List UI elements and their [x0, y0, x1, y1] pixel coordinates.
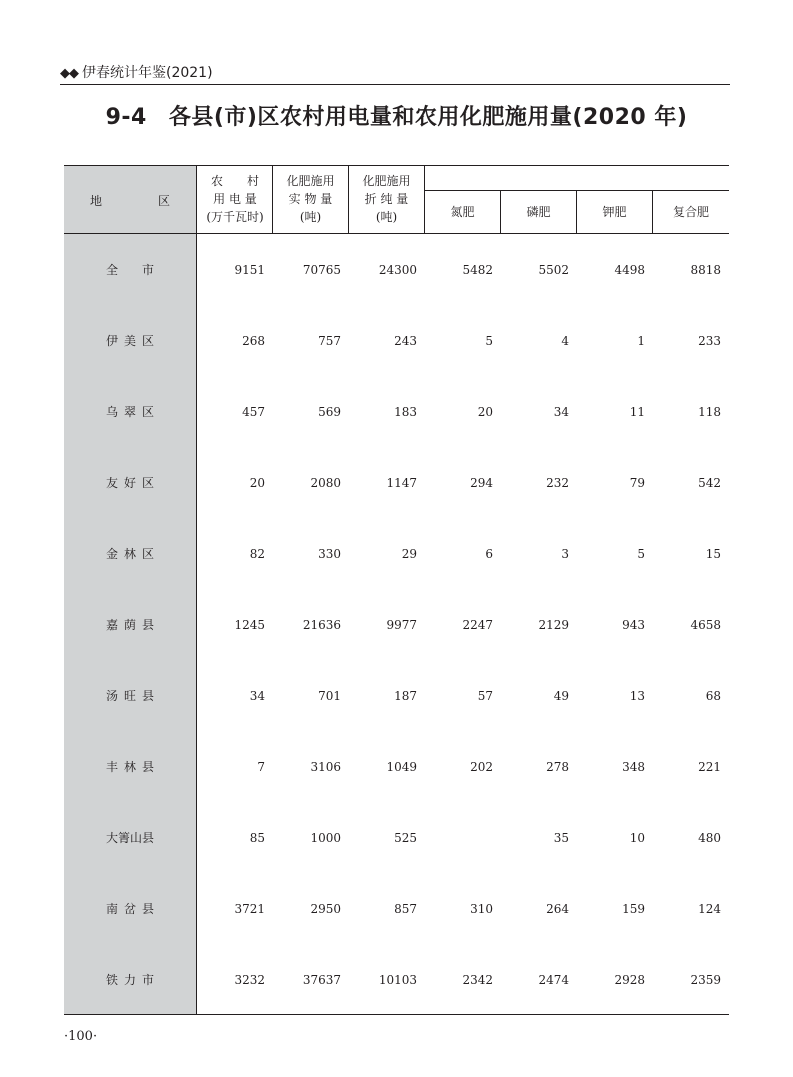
- cell-fert-physical: 70765: [302, 263, 341, 277]
- header-fert-physical: [273, 172, 348, 226]
- running-header: [60, 64, 730, 85]
- cell-fert-physical: 3106: [310, 760, 341, 774]
- cell-fert-physical: 701: [318, 689, 341, 703]
- table-row: [64, 972, 729, 988]
- header-nitrogen: 氮肥: [450, 205, 475, 219]
- cell-fert-physical: 2080: [310, 476, 341, 490]
- cell-nitrogen: 2342: [462, 973, 493, 987]
- cell-nitrogen: 202: [470, 760, 493, 774]
- cell-nitrogen: 310: [470, 902, 493, 916]
- table-row: [64, 404, 729, 420]
- cell-compound: 8818: [690, 263, 721, 277]
- header-line: 折 纯 量: [364, 192, 409, 206]
- row-region: 大箐山县: [105, 831, 154, 845]
- table-number: 9-4: [105, 105, 147, 130]
- cell-potash: 943: [622, 618, 645, 632]
- cell-electricity: 3232: [234, 973, 265, 987]
- cell-potash: 1: [637, 334, 645, 348]
- row-region: 金林区: [105, 547, 160, 561]
- header-line: 实 物 量: [288, 192, 333, 206]
- diamond-icon: ◆◆: [60, 66, 78, 81]
- header-phosphate: 磷肥: [526, 205, 551, 219]
- cell-compound: 542: [698, 476, 721, 490]
- cell-fert-physical: 37637: [302, 973, 341, 987]
- yearbook-title: 伊春统计年鉴(2021): [82, 65, 213, 81]
- cell-potash: 159: [622, 902, 645, 916]
- cell-fert-pure: 24300: [378, 263, 417, 277]
- cell-nitrogen: 5482: [462, 263, 493, 277]
- cell-fert-pure: 29: [401, 547, 417, 561]
- region-stub-column: [64, 166, 197, 1014]
- header-line: (吨): [375, 210, 398, 224]
- header-line: (吨): [299, 210, 322, 224]
- cell-potash: 10: [629, 831, 645, 845]
- cell-electricity: 3721: [234, 902, 265, 916]
- cell-potash: 2928: [614, 973, 645, 987]
- row-region: 丰林县: [105, 760, 160, 774]
- cell-electricity: 9151: [234, 263, 265, 277]
- header-compound: 复合肥: [672, 205, 709, 219]
- table-row: [64, 901, 729, 917]
- cell-fert-pure: 183: [394, 405, 417, 419]
- cell-electricity: 82: [249, 547, 265, 561]
- cell-compound: 480: [698, 831, 721, 845]
- data-table: [64, 165, 729, 1015]
- cell-electricity: 457: [242, 405, 265, 419]
- cell-fert-pure: 243: [394, 334, 417, 348]
- cell-electricity: 1245: [234, 618, 265, 632]
- header-line: 化肥施用: [362, 174, 411, 188]
- cell-phosphate: 4: [561, 334, 569, 348]
- header-potash: 钾肥: [602, 205, 627, 219]
- cell-phosphate: 2474: [538, 973, 569, 987]
- cell-fert-pure: 9977: [386, 618, 417, 632]
- cell-fert-physical: 330: [318, 547, 341, 561]
- cell-potash: 11: [629, 405, 645, 419]
- cell-fert-physical: 757: [318, 334, 341, 348]
- table-row: [64, 688, 729, 704]
- table-row: [64, 262, 729, 278]
- cell-phosphate: 278: [546, 760, 569, 774]
- cell-phosphate: 3: [561, 547, 569, 561]
- cell-fert-physical: 21636: [302, 618, 341, 632]
- cell-phosphate: 49: [553, 689, 569, 703]
- cell-fert-pure: 187: [394, 689, 417, 703]
- cell-nitrogen: 20: [477, 405, 493, 419]
- cell-fert-pure: 857: [394, 902, 417, 916]
- header-region: 地 区: [89, 194, 192, 208]
- cell-phosphate: 264: [546, 902, 569, 916]
- cell-nitrogen: 5: [485, 334, 493, 348]
- cell-nitrogen: 2247: [462, 618, 493, 632]
- row-region: 南岔县: [105, 902, 160, 916]
- row-region: 伊美区: [105, 334, 160, 348]
- row-region: 全 市: [105, 263, 160, 277]
- cell-phosphate: 2129: [538, 618, 569, 632]
- header-line: 化肥施用: [286, 174, 335, 188]
- table-row: [64, 546, 729, 562]
- cell-nitrogen: 294: [470, 476, 493, 490]
- cell-potash: 5: [637, 547, 645, 561]
- subheader-rule: [424, 190, 729, 191]
- cell-compound: 221: [698, 760, 721, 774]
- table-row: [64, 759, 729, 775]
- row-region: 友好区: [105, 476, 160, 490]
- row-region: 铁力市: [105, 973, 160, 987]
- cell-phosphate: 5502: [538, 263, 569, 277]
- cell-electricity: 34: [249, 689, 265, 703]
- cell-fert-pure: 1147: [386, 476, 417, 490]
- cell-compound: 124: [698, 902, 721, 916]
- cell-phosphate: 232: [546, 476, 569, 490]
- cell-compound: 68: [705, 689, 721, 703]
- cell-phosphate: 35: [553, 831, 569, 845]
- cell-potash: 348: [622, 760, 645, 774]
- table-row: [64, 475, 729, 491]
- header-line: 农 村: [210, 174, 259, 188]
- cell-compound: 4658: [690, 618, 721, 632]
- cell-electricity: 7: [257, 760, 265, 774]
- cell-potash: 4498: [614, 263, 645, 277]
- cell-fert-physical: 2950: [310, 902, 341, 916]
- cell-compound: 118: [698, 405, 721, 419]
- cell-potash: 79: [629, 476, 645, 490]
- cell-nitrogen: 57: [477, 689, 493, 703]
- cell-compound: 15: [705, 547, 721, 561]
- table-row: [64, 830, 729, 846]
- cell-electricity: 20: [249, 476, 265, 490]
- row-region: 汤旺县: [105, 689, 160, 703]
- cell-compound: 233: [698, 334, 721, 348]
- cell-electricity: 268: [242, 334, 265, 348]
- header-fert-pure: [349, 172, 424, 226]
- cell-compound: 2359: [690, 973, 721, 987]
- table-row: [64, 617, 729, 633]
- page-number: ·100·: [64, 1029, 98, 1044]
- cell-fert-physical: 569: [318, 405, 341, 419]
- cell-phosphate: 34: [553, 405, 569, 419]
- table-row: [64, 333, 729, 349]
- row-region: 嘉荫县: [105, 618, 160, 632]
- row-region: 乌翠区: [105, 405, 160, 419]
- cell-fert-pure: 525: [394, 831, 417, 845]
- cell-potash: 13: [629, 689, 645, 703]
- table-title-text: 各县(市)区农村用电量和农用化肥施用量(2020 年): [168, 105, 688, 130]
- cell-fert-pure: 10103: [378, 973, 417, 987]
- header-rule: [64, 233, 729, 234]
- cell-fert-pure: 1049: [386, 760, 417, 774]
- header-line: 用 电 量: [213, 192, 257, 206]
- column-divider: [424, 166, 425, 233]
- header-line: (万千瓦时): [206, 210, 264, 224]
- cell-electricity: 85: [249, 831, 265, 845]
- cell-nitrogen: 6: [485, 547, 493, 561]
- table-title: [0, 100, 793, 131]
- cell-fert-physical: 1000: [310, 831, 341, 845]
- header-electricity: [198, 172, 272, 226]
